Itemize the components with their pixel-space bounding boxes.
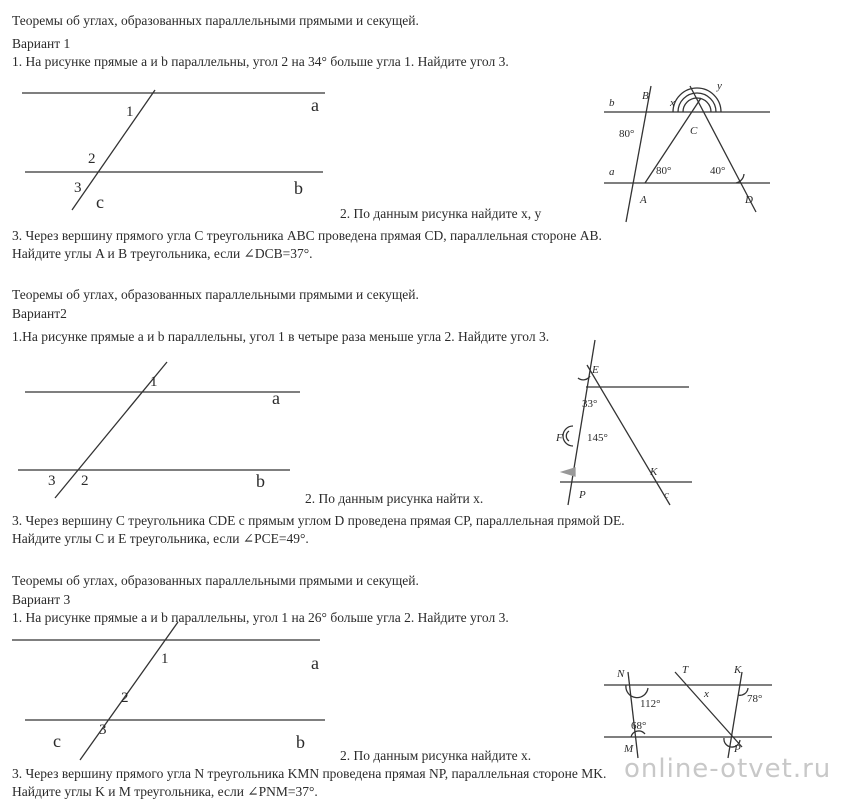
v3f2-angle-68: 68°	[631, 720, 647, 732]
v1f2-point-A: A	[640, 194, 647, 206]
v2f1-line-b: b	[256, 471, 265, 491]
v3f1-line-b: b	[296, 732, 305, 752]
v2f2-angle-145: 145°	[587, 432, 608, 444]
v3f2-x: x	[704, 688, 709, 700]
v1f2-x: x	[670, 97, 675, 109]
v2f2-point-P: P	[579, 489, 586, 501]
v3f2-point-K: K	[734, 664, 742, 676]
v3f1-line-a: a	[311, 653, 319, 673]
v1f2-line-b: b	[609, 97, 615, 109]
v2f1-angle-3: 3	[48, 473, 56, 489]
v3f1-angle-1: 1	[161, 651, 169, 667]
v3f1-line-c: c	[53, 731, 61, 751]
variant2-title: Вариант2	[12, 306, 67, 321]
v3f2-point-T: T	[682, 664, 689, 676]
v2f2-point-K: K	[650, 466, 658, 478]
variant1-task2: 2. По данным рисунка найдите x, y	[340, 206, 542, 221]
v1f2-angle-80b: 80°	[656, 165, 672, 177]
v1f2-y: y	[717, 80, 722, 92]
v2f2-point-F: F	[556, 432, 563, 444]
v1f1-line-a: a	[311, 95, 319, 115]
variant1-title: Вариант 1	[12, 36, 71, 51]
variant1-task3-line2: Найдите углы A и B треугольника, если ∠DCB=37°.	[12, 246, 313, 261]
variant1-heading: Теоремы об углах, образованных параллельными прямыми и секущей.	[12, 13, 419, 28]
variant2-task3-line2: Найдите углы C и E треугольника, если ∠PCE=49°.	[12, 531, 309, 546]
variant1-task3-line1: 3. Через вершину прямого угла C треугольника ABC проведена прямая CD, параллельная стороне AB.	[12, 228, 602, 243]
variant3-heading: Теоремы об углах, образованных параллельными прямыми и секущей.	[12, 573, 419, 588]
variant2-heading: Теоремы об углах, образованных параллельными прямыми и секущей.	[12, 287, 419, 302]
watermark: online-otvet.ru	[624, 754, 832, 784]
v2f1-angle-2: 2	[81, 473, 89, 489]
v1f1-line-c: c	[96, 192, 104, 212]
v2f2-point-c: c	[664, 489, 669, 501]
v1f2-angle-80a: 80°	[619, 128, 635, 140]
variant1-task1: 1. На рисунке прямые a и b параллельны, угол 2 на 34° больше угла 1. Найдите угол 3.	[12, 54, 509, 69]
v2f1-line-a: a	[272, 388, 280, 408]
variant3-task1: 1. На рисунке прямые a и b параллельны, угол 1 на 26° больше угла 2. Найдите угол 3.	[12, 610, 509, 625]
v3f2-point-M: M	[624, 743, 634, 755]
variant3-task3-line2: Найдите углы K и M треугольника, если ∠PNM=37°.	[12, 784, 318, 799]
v1f1-angle-1: 1	[126, 104, 134, 120]
v3f2-angle-112: 112°	[640, 698, 661, 710]
v1f1-line-b: b	[294, 178, 303, 198]
variant2-task1: 1.На рисунке прямые a и b параллельны, угол 1 в четыре раза меньше угла 2. Найдите угол 3.	[12, 329, 550, 344]
variant3-task2: 2. По данным рисунка найдите x.	[340, 748, 532, 763]
v1f2-point-D: D	[745, 194, 753, 206]
v1f1-angle-3: 3	[74, 180, 82, 196]
v3f2-point-P: P	[734, 743, 741, 755]
v1f2-line-a: a	[609, 166, 615, 178]
variant3-title: Вариант 3	[12, 592, 71, 607]
variant2-task3-line1: 3. Через вершину C треугольника CDE с прямым углом D проведена прямая CP, параллельная прямой DE.	[12, 513, 625, 528]
v2f1-angle-1: 1	[150, 374, 158, 390]
v3f1-angle-3: 3	[99, 722, 107, 738]
v3f1-angle-2: 2	[121, 690, 129, 706]
v1f1-angle-2: 2	[88, 151, 96, 167]
v1f2-angle-40: 40°	[710, 165, 726, 177]
v2f2-point-E: E	[592, 364, 599, 376]
variant2-task2: 2. По данным рисунка найти x.	[305, 491, 484, 506]
v3f2-angle-78: 78°	[747, 693, 763, 705]
v2f2-angle-33: 33°	[582, 398, 598, 410]
v1f2-point-C: C	[690, 125, 698, 137]
v3f2-point-N: N	[617, 668, 625, 680]
variant3-task3-line1: 3. Через вершину прямого угла N треугольника KMN проведена прямая NP, параллельная стороне MK.	[12, 766, 607, 781]
v1f2-point-B: B	[642, 90, 649, 102]
